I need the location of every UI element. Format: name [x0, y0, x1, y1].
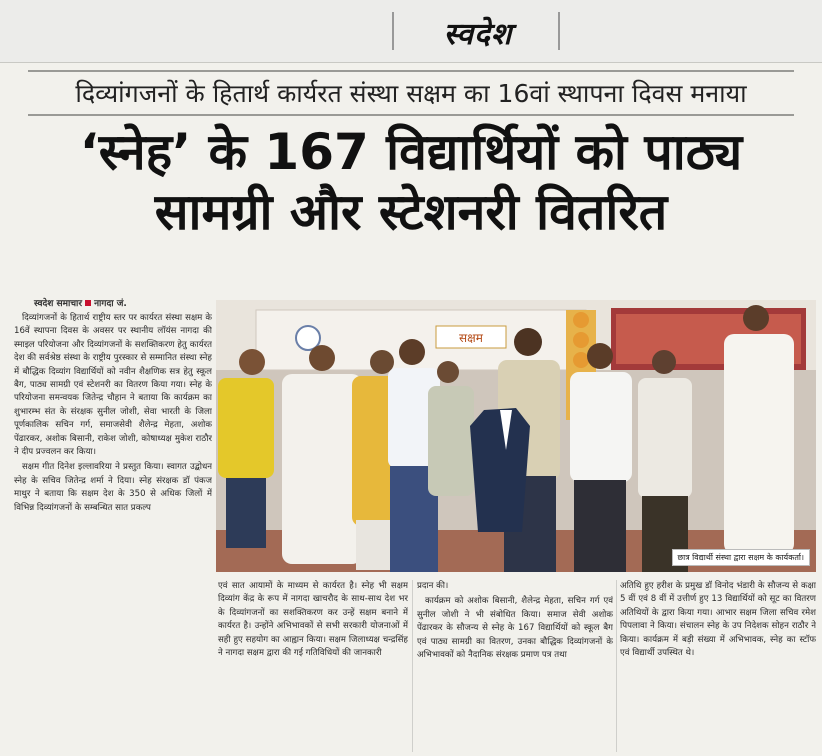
byline-place: नागदा जं. [94, 299, 127, 309]
article-column-2 [218, 580, 408, 752]
article-column-1 [14, 312, 212, 752]
column-divider [616, 580, 617, 752]
byline-separator-icon [85, 300, 91, 306]
headline-line-2: सामग्री और स्टेशनरी वितरित [154, 183, 668, 241]
masthead-divider-right [558, 12, 560, 50]
article-paragraph: अतिथि हुए हरीश के प्रमुख डॉ विनोद भंडारी के सौजन्य से कक्षा 5 वीं एवं 8 वीं में उत्तीर्ण हुए 13 विद्यार्थियों को सूट का वितरण अतिथियों के द्वारा किया गया। आभार सक्षम जिला सचिव रमेश पिपलावा ने किया। संचालन स्नेह के उप निदेशक सोहन राठौर ने किया। कार्यक्रम में बड़ी संख्या में अभिभावक, स्नेह का स्टॉफ एवं विद्यार्थी उपस्थित थे। [620, 581, 816, 659]
headline-line-1: ‘स्नेह’ के 167 विद्यार्थियों को पाठ्य [79, 123, 743, 181]
kicker-subheadline: दिव्यांगजनों के हितार्थ कार्यरत संस्था सक्षम का 16वां स्थापना दिवस मनाया [28, 70, 794, 116]
masthead [0, 0, 822, 63]
event-photo-illustration [216, 300, 816, 572]
event-photo [216, 300, 816, 572]
photo-caption: छात्र विद्यार्थी संस्था द्वारा सक्षम के कार्यकर्ता। [672, 549, 810, 566]
byline [34, 296, 214, 310]
article-column-4 [620, 580, 816, 752]
article-paragraph: एवं सात आयामों के माध्यम से कार्यरत है। स्नेह भी सक्षम दिव्यांग केंद्र के रूप में नागदा खाचरौद के साथ-साथ देश भर के दिव्यांगजनों का सशक्तिकरण कर उन्हें सक्षम बनाने में कार्यरत है। उन्होंने अभिभावकों से सभी सरकारी योजनाओं में सही हुए सहयोग का आह्वान किया। सक्षम जिलाध्यक्ष चन्द्रसिंह ने नागदा सक्षम द्वारा की गई गतिविधियों की जानकारी [218, 581, 408, 659]
column-divider [412, 580, 413, 752]
article-paragraph: कार्यक्रम को अशोक बिसानी, शैलेन्द्र मेहता, सचिन गर्ग एवं सुनील जोशी ने भी संबोधित किया। समाज सेवी अशोक पेंढारकर के सौजन्य से स्नेह के 167 विद्यार्थियों को स्कूल बैग एवं पाठ्य सामग्री का वितरण, उनका बौद्धिक दिव्यांगजनों के अभिभावकों को नैदानिक संरक्षक प्रमाण पत्र तथा [417, 596, 613, 661]
masthead-divider-left [392, 12, 394, 50]
newspaper-logo: स्वदेश [443, 17, 513, 52]
photo-banner-text: सक्षम [459, 331, 483, 345]
article-paragraph: प्रदान की। [417, 581, 449, 591]
article-paragraph: दिव्यांगजनों के हितार्थ राष्ट्रीय स्तर पर कार्यरत संस्था सक्षम के 16वें स्थापना दिवस के अवसर पर स्थानीय लॉयंस नागदा की स्माइल परियोजना और दिव्यांगजनों के सशक्तिकरण हेतु कार्यरत देश की सर्वश्रेष्ठ संस्था के राष्ट्रीय पुरस्कार से सम्मानित संस्था स्नेह में बौद्धिक दिव्यांग विद्यार्थियों को नवीन शैक्षणिक सत्र हेतु स्कूल बैग, पाठ्य सामग्री एवं स्टेशनरी का वितरण किया गया। स्नेह के परियोजना समन्वयक जितेन्द्र चौहान ने बताया कि कार्यक्रम का शुभारम्भ संत के संरक्षक सुनील जोशी, सेवा भारती के जिला पूर्णकालिक सचिन गर्ग, समाजसेवी शैलेन्द्र मेहता, अशोक पेंढारकर, अशोक बिसानी, राकेश जोशी, कोषाध्यक्ष मुकेश राठौर ने दीप प्रज्वलन कर किया। [14, 313, 212, 458]
article-paragraph: सक्षम गीत दिनेश इल्लावरिया ने प्रस्तुत किया। स्वागत उद्बोधन स्नेह के सचिव जितेन्द्र शर्मा ने दिया। स्नेह संरक्षक डॉ पंकज माथुर ने बताया कि सक्षम देश के 350 से अधिक जिलों में विभिन्न दिव्यांगजनों के सम्बन्धित सात प्रकल्प [14, 462, 212, 513]
headline [10, 122, 812, 242]
byline-source: स्वदेश समाचार [34, 299, 83, 309]
article-column-3 [417, 580, 613, 752]
